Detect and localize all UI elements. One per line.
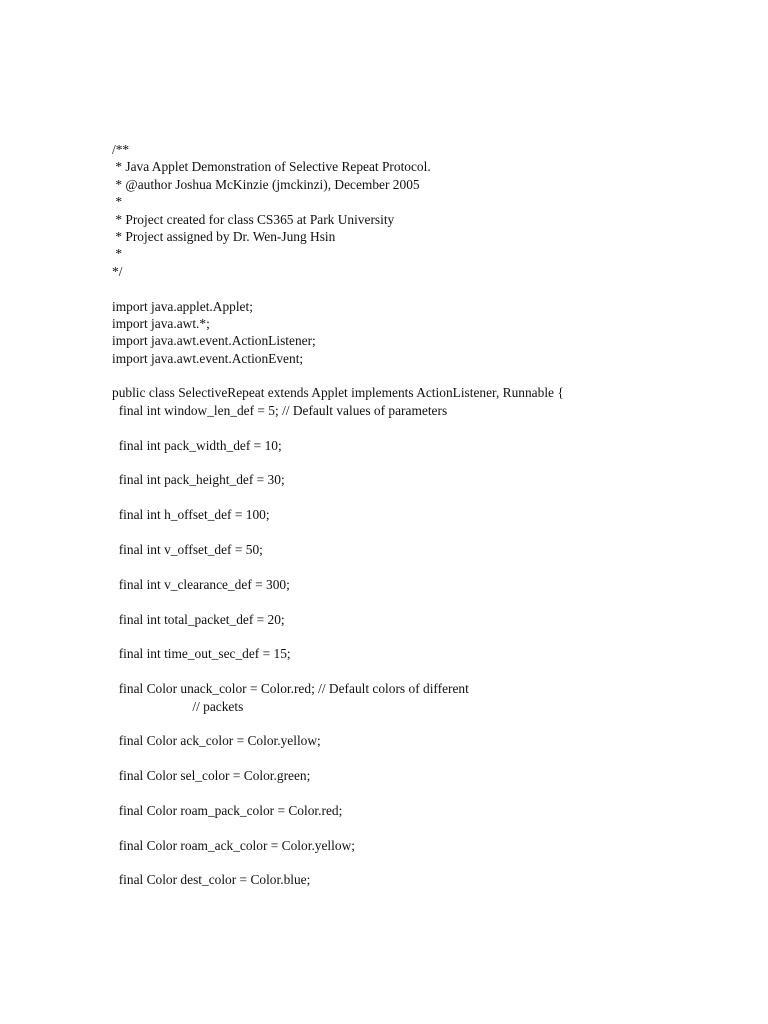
field-declaration: final Color roam_pack_color = Color.red; — [112, 802, 343, 818]
blank-line — [112, 663, 752, 680]
field-declaration: final Color ack_color = Color.yellow; — [112, 733, 321, 749]
field-declaration: final int v_clearance_def = 300; — [112, 576, 290, 592]
comment-project-assigned: * Project assigned by Dr. Wen-Jung Hsin — [112, 228, 336, 244]
field-declaration: final Color roam_ack_color = Color.yellow; — [112, 837, 355, 853]
comment-close: */ — [112, 263, 123, 279]
field-declaration: final int pack_width_def = 10; — [112, 437, 282, 453]
comment-project-created: * Project created for class CS365 at Park University — [112, 211, 395, 227]
comment-open: /** — [112, 142, 130, 157]
comment-continuation: // packets — [112, 698, 244, 714]
blank-line — [112, 854, 752, 871]
code-document — [112, 141, 752, 889]
class-declaration: public class SelectiveRepeat extends Applet implements ActionListener, Runnable { — [112, 385, 564, 401]
field-declaration: final Color unack_color = Color.red; // Default colors of different — [112, 681, 469, 697]
blank-line — [112, 819, 752, 836]
field-declaration: final int pack_height_def = 30; — [112, 472, 285, 488]
import-line: import java.awt.event.ActionListener; — [112, 333, 316, 349]
field-declaration: final int v_offset_def = 50; — [112, 541, 263, 557]
comment-blank: * — [112, 246, 123, 262]
comment-title: * Java Applet Demonstration of Selective Repeat Protocol. — [112, 159, 431, 175]
blank-line — [112, 715, 752, 732]
blank-line — [112, 628, 752, 645]
comment-blank: * — [112, 194, 123, 210]
field-declaration: final int total_packet_def = 20; — [112, 611, 285, 627]
field-declaration: final int window_len_def = 5; // Default values of parameters — [112, 402, 448, 418]
field-declaration: final int h_offset_def = 100; — [112, 507, 270, 523]
field-declaration: final int time_out_sec_def = 15; — [112, 646, 291, 662]
blank-line — [112, 593, 752, 610]
blank-line — [112, 489, 752, 506]
blank-line — [112, 280, 752, 297]
blank-line — [112, 784, 752, 801]
import-line: import java.applet.Applet; — [112, 298, 253, 314]
field-declaration: final Color sel_color = Color.green; — [112, 768, 311, 784]
blank-line — [112, 558, 752, 575]
blank-line — [112, 367, 752, 384]
field-declaration: final Color dest_color = Color.blue; — [112, 872, 311, 888]
blank-line — [112, 454, 752, 471]
blank-line — [112, 419, 752, 436]
comment-author: * @author Joshua McKinzie (jmckinzi), December 2005 — [112, 176, 420, 192]
import-line: import java.awt.event.ActionEvent; — [112, 350, 304, 366]
blank-line — [112, 524, 752, 541]
import-line: import java.awt.*; — [112, 315, 210, 331]
blank-line — [112, 750, 752, 767]
